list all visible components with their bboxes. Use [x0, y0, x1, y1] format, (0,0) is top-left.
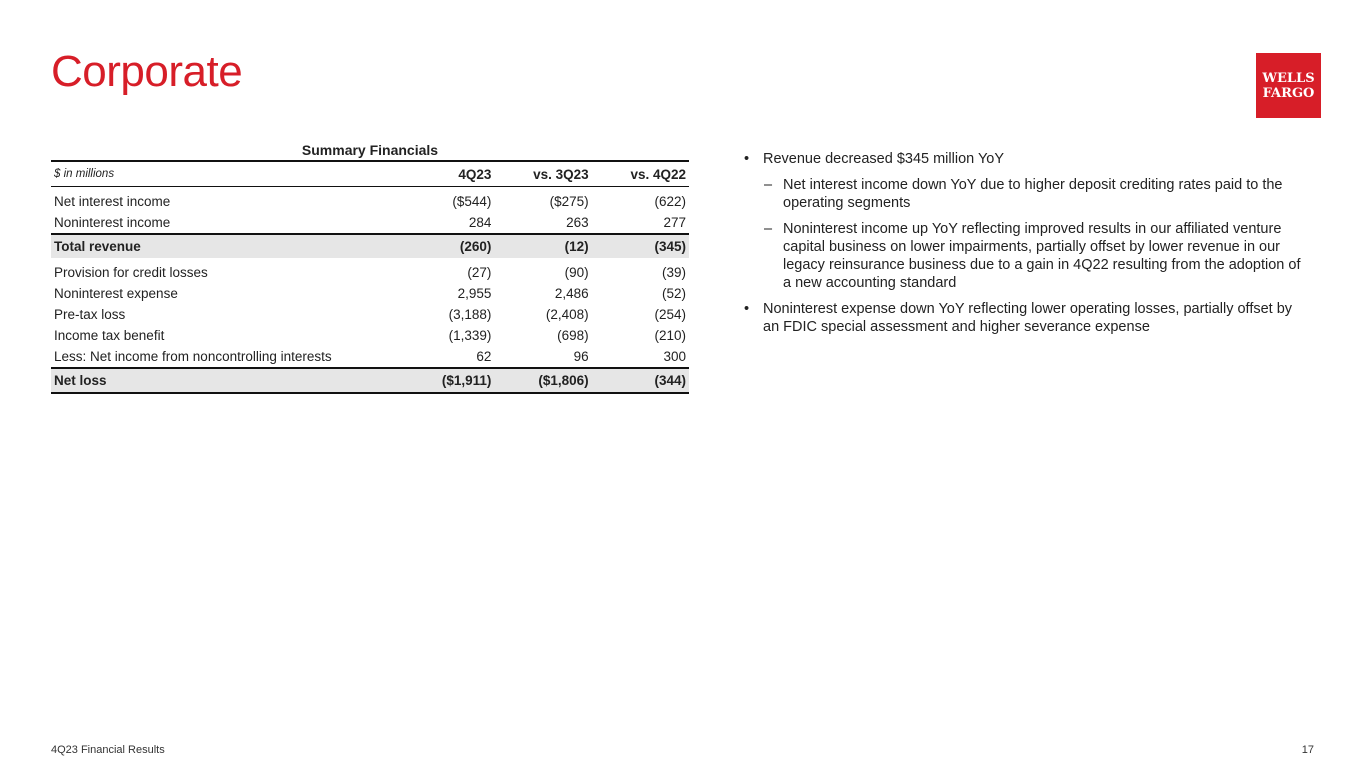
cell-value: (39): [661, 265, 686, 280]
cell-value: (622): [654, 194, 686, 209]
cell-value: (210): [654, 328, 686, 343]
cell-value: ($1,911): [397, 368, 494, 393]
logo-line-1: WELLS: [1262, 70, 1315, 86]
row-label: Net interest income: [54, 194, 171, 209]
row-label: Noninterest income: [54, 215, 171, 230]
sub-bullet-text: Noninterest income up YoY reflecting improved results in our affiliated venture capital business on lower impairments, partially offset by lower revenue in our legacy reinsurance business due to a gain in 4Q22 resulting from the adoption of a new accounting standard: [783, 221, 1301, 291]
table-row: [51, 325, 689, 346]
column-header: vs. 4Q22: [592, 161, 689, 187]
sub-bullet-item: [744, 176, 1304, 212]
bullet-text: Noninterest expense down YoY reflecting lower operating losses, partially offset by an FDIC special assessment and higher severance expense: [763, 301, 1293, 335]
table-row-net-loss: [51, 368, 689, 393]
bullet-item: [744, 150, 1304, 168]
cell-value: ($275): [549, 194, 589, 209]
cell-value: (90): [564, 265, 589, 280]
table-row: [51, 304, 689, 325]
cell-value: (12): [494, 234, 591, 258]
row-label: Income tax benefit: [54, 328, 165, 343]
dash-mark: –: [764, 221, 773, 237]
cell-value: (27): [467, 265, 492, 280]
cell-value: 263: [566, 215, 589, 230]
table-row: [51, 212, 689, 234]
page-title: Corporate: [51, 47, 243, 96]
unit-label: $ in millions: [51, 161, 397, 187]
row-label: Noninterest expense: [54, 286, 178, 301]
cell-value: (254): [654, 307, 686, 322]
table-row: [51, 283, 689, 304]
dash-mark: –: [764, 177, 773, 193]
cell-value: 300: [663, 349, 686, 364]
cell-value: ($544): [452, 194, 492, 209]
row-label: Total revenue: [51, 234, 397, 258]
cell-value: (1,339): [448, 328, 492, 343]
cell-value: (345): [592, 234, 689, 258]
cell-value: (260): [397, 234, 494, 258]
cell-value: (698): [557, 328, 589, 343]
bullet-item: [744, 300, 1304, 336]
row-label: Provision for credit losses: [54, 265, 208, 280]
cell-value: (344): [592, 368, 689, 393]
wells-fargo-logo: [1256, 53, 1321, 118]
cell-value: 62: [476, 349, 492, 364]
cell-value: (52): [661, 286, 686, 301]
summary-financials: [51, 140, 689, 394]
column-header: 4Q23: [397, 161, 494, 187]
table-row: [51, 187, 689, 213]
cell-value: 277: [663, 215, 686, 230]
sub-bullet-item: [744, 220, 1304, 292]
row-label: Less: Net income from noncontrolling interests: [54, 349, 332, 364]
bullet-mark: •: [744, 151, 750, 167]
row-label: Net loss: [51, 368, 397, 393]
financials-table: [51, 160, 689, 394]
commentary-bullets: [744, 150, 1304, 344]
cell-value: 96: [573, 349, 589, 364]
bullet-text: Revenue decreased $345 million YoY: [763, 151, 1005, 167]
cell-value: 2,955: [457, 286, 492, 301]
cell-value: 284: [468, 215, 492, 230]
cell-value: (3,188): [448, 307, 492, 322]
table-header-row: [51, 161, 689, 187]
bullet-mark: •: [744, 301, 750, 317]
logo-line-2: FARGO: [1262, 85, 1315, 101]
footer-label: 4Q23 Financial Results: [51, 744, 165, 756]
table-title: Summary Financials: [301, 142, 439, 158]
row-label: Pre-tax loss: [54, 307, 126, 322]
table-row: [51, 258, 689, 283]
sub-bullet-text: Net interest income down YoY due to higher deposit crediting rates paid to the operating segments: [783, 177, 1283, 211]
page-number: 17: [1301, 744, 1314, 756]
cell-value: 2,486: [554, 286, 589, 301]
table-row: [51, 346, 689, 368]
column-header: vs. 3Q23: [494, 161, 591, 187]
table-row-total-revenue: [51, 234, 689, 258]
cell-value: (2,408): [545, 307, 589, 322]
cell-value: ($1,806): [494, 368, 591, 393]
